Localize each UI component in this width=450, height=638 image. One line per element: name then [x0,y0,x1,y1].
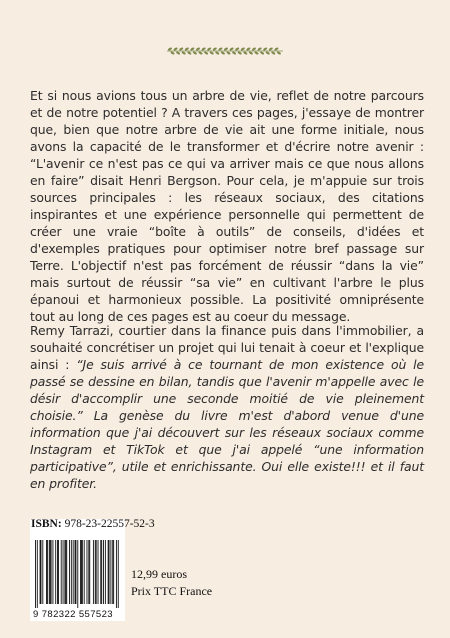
isbn-line [31,518,155,530]
back-cover-description-paragraph-1 [30,87,424,325]
isbn-number: 978-23-22557-52-3 [61,518,155,530]
author-quote-text: “Je suis arrivé à ce tournant de mon existence où le passé se dessine en bilan, tandis que l'avenir m'appelle avec le désir d'accomplir une seconde moitié de vie pleinement choisie.” La genèse du livre m'est d'abord venue d'une information que j'ai découvert sur les réseaux sociaux comme Instagram et TikTok et que j'ai appelé “une information participative”, utile et enrichissante. Oui elle existe!!! et il faut en profiter. [30,357,424,491]
isbn-label: ISBN: [31,518,62,530]
decorative-vine-divider [0,46,450,56]
back-cover-description-paragraph-2 [30,322,424,492]
price-amount: 12,99 euros [131,567,187,581]
barcode-digits: 9 782322 557523 [33,609,113,620]
price-note: Prix TTC France [131,584,213,598]
price-block [131,566,212,600]
author-intro-text: Remy Tarrazi, courtier dans la finance puis dans l'immobilier, a souhaité concrétiser un projet qui lui tenait à coeur et l'explique ainsi : [30,323,424,372]
description-text-1: Et si nous avions tous un arbre de vie, reflet de notre parcours et de notre potentiel ? A travers ces pages, j'essaye de montrer que, bien que notre arbre de vie ait une forme initiale, nous avons la capacité de le transformer et d'écrire notre avenir : “L'avenir ce n'est pas ce qui va arriver mais ce que nous allons en faire” disait Henri Bergson. Pour cela, je m'appuie sur trois sources principales : les réseaux sociaux, des citations inspirantes et une expérience personnelle qui permettent de créer une vraie “boîte à outils” de conseils, d'idées et d'exemples pratiques pour optimiser notre bref passage sur Terre. L'objectif n'est pas forcément de réussir “dans la vie” mais surtout de réussir “sa vie” en cultivant l'arbre le plus épanoui et harmonieux possible. La positivité omniprésente tout au long de ces pages est au coeur du message. [30,88,424,324]
author-paragraph [30,322,424,492]
barcode-image [31,540,123,610]
